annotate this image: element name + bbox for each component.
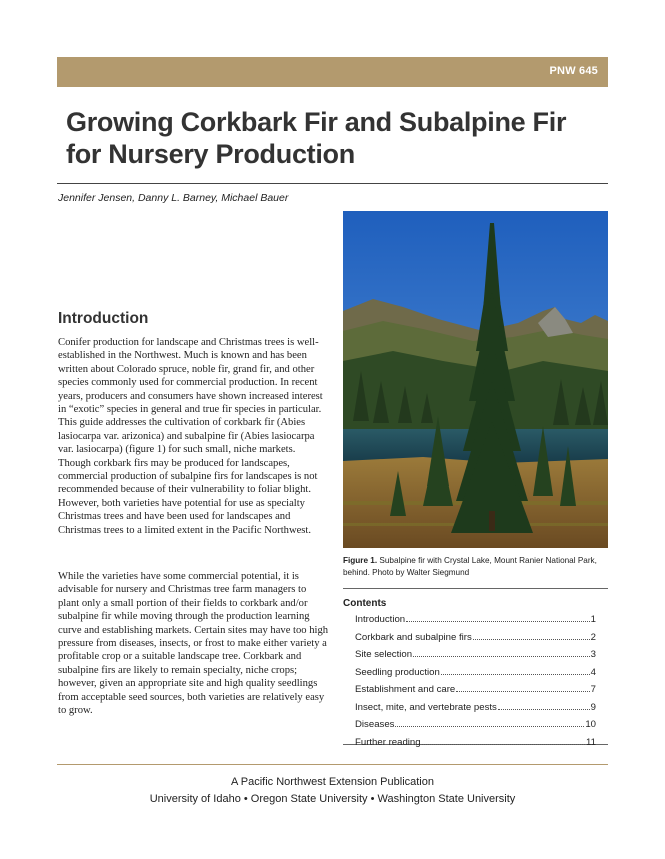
figure-label: Figure 1. — [343, 556, 378, 565]
title-divider — [57, 183, 608, 184]
toc-item-label: Diseases — [355, 719, 395, 730]
toc-item-label: Introduction — [355, 614, 406, 625]
toc-leader-dots — [456, 691, 589, 692]
toc-item-label: Further reading — [355, 736, 421, 748]
footer-divider — [57, 764, 608, 765]
toc-item-label: Corkbark and subalpine firs — [355, 631, 472, 643]
toc-item-corkbark-subalpine-firs[interactable] — [355, 629, 596, 647]
toc-leader-dots — [422, 744, 585, 745]
toc-item-page: 11 — [586, 736, 596, 748]
toc-item-page: 10 — [585, 719, 596, 730]
toc-item-label: Site selection — [355, 649, 413, 660]
footer-publication-line: A Pacific Northwest Extension Publication — [231, 776, 434, 788]
toc-item-label: Seedling production — [355, 666, 440, 678]
toc-leader-dots — [406, 621, 590, 622]
toc-leader-dots — [441, 674, 590, 675]
toc-item-page: 3 — [590, 649, 596, 660]
figure-caption — [343, 555, 608, 578]
toc-item-diseases[interactable] — [355, 716, 596, 734]
intro-paragraph-2: While the varieties have some commercial potential, it is advisable for nursery and Christmas tree farm managers to plant only a small portion of their fields to corkbark and/or subalpine fir while moving through the production learning curve and establishing markets. Certain sites may have too high pressure from diseases, insects, or frost to make either variety a profitable crop or a suitable landscape tree. Corkbark and subalpine firs are likely to remain specialty, niche crops; however, given an appropriate site and high quality seedlings from acceptable seed sources, both varieties are relatively easy to grow. — [58, 571, 329, 717]
toc-leader-dots — [413, 656, 590, 657]
footer-universities-line: University of Idaho • Oregon State University • Washington State University — [149, 793, 516, 805]
toc-leader-dots — [473, 639, 590, 640]
toc-item-further-reading[interactable] — [355, 734, 596, 752]
photo-illustration — [343, 211, 608, 548]
toc-item-seedling-production[interactable] — [355, 664, 596, 682]
figure-caption-text: Subalpine fir with Crystal Lake, Mount Ranier National Park, behind. Photo by Walter Siegmund — [343, 556, 597, 577]
publication-band — [57, 57, 608, 87]
contents-heading: Contents — [343, 598, 387, 609]
toc-leader-dots — [395, 726, 584, 727]
introduction-heading: Introduction — [58, 310, 149, 327]
toc-item-label: Establishment and care — [355, 684, 456, 695]
toc-item-label: Insect, mite, and vertebrate pests — [355, 701, 497, 713]
toc-leader-dots — [498, 709, 590, 710]
subalpine-fir-photo — [343, 211, 608, 548]
intro-paragraph-1: Conifer production for landscape and Christmas trees is well-established in the Northwest. Much is known and has been written about Colorado spruce, noble fir, grand fir, and other species commonly used for commercial production. In recent years, producers and consumers have shown increased interest in “exotic” species in general and true fir species in particular. This guide addresses the cultivation of corkbark fir (Abies lasiocarpa var. arizonica) and subalpine fir (Abies lasiocarpa var. lasiocarpa) (figure 1) for such small, niche markets. Though corkbark firs may be produced for landscapes, commercial production of subalpine firs for landscapes is not recommended because of their vulnerability to foliar blight. However, both varieties have potential for use as specialty Christmas trees and have been used for landscapes and Christmas trees to a limited extent in the Pacific Northwest. — [58, 337, 323, 536]
authors-line: Jennifer Jensen, Danny L. Barney, Michael Bauer — [58, 192, 289, 204]
toc-item-page: 7 — [590, 684, 596, 695]
publication-code: PNW 645 — [549, 65, 598, 77]
toc-item-site-selection[interactable] — [355, 646, 596, 664]
toc-item-page: 9 — [590, 701, 596, 713]
table-of-contents — [343, 588, 608, 748]
toc-item-page: 2 — [590, 631, 596, 643]
toc-item-page: 1 — [590, 614, 596, 625]
toc-item-introduction[interactable] — [355, 611, 596, 629]
toc-item-establishment-care[interactable] — [355, 681, 596, 699]
toc-item-page: 4 — [590, 666, 596, 678]
toc-item-pests[interactable] — [355, 699, 596, 717]
document-title: Growing Corkbark Fir and Subalpine Fir for Nursery Production — [66, 107, 567, 169]
